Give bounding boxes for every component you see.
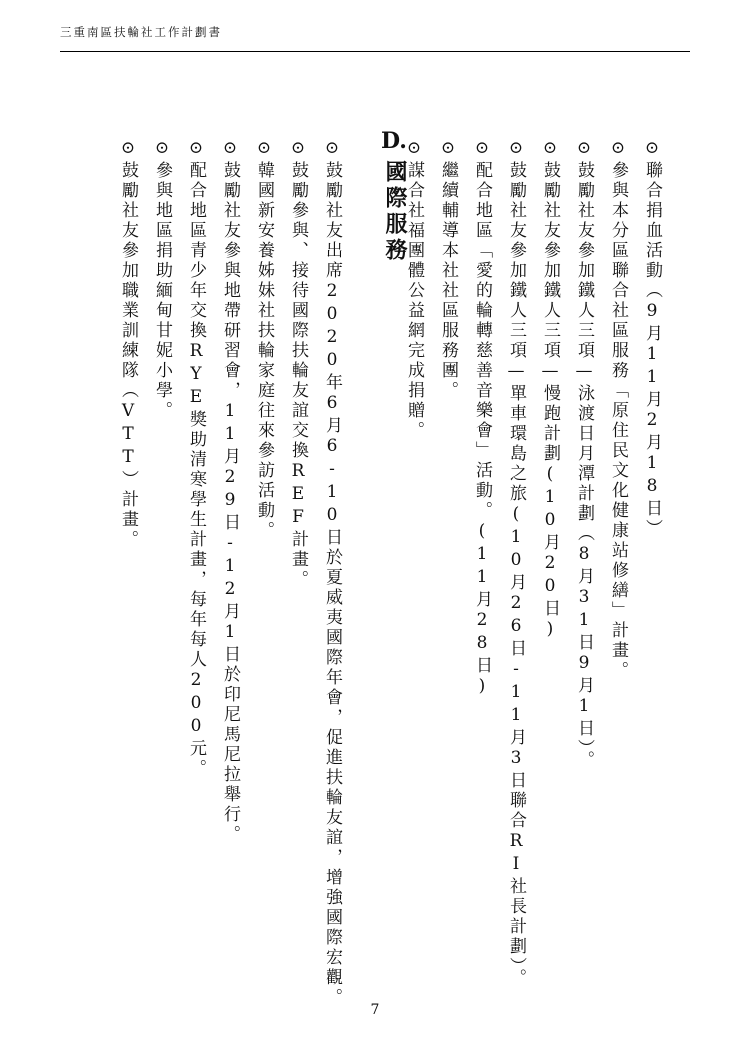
page-number: 7 bbox=[370, 1002, 380, 1018]
list-item: ⊙鼓勵社友參加職業訓練隊（VTT）計畫。 bbox=[118, 138, 138, 550]
list-item: ⊙鼓勵社友參加鐵人三項—慢跑計劃(10月20日) bbox=[540, 138, 560, 642]
list-item: ⊙鼓勵社友參加鐵人三項—單車環島之旅(10月26日-11月3日聯合RI社長計劃）。 bbox=[506, 138, 526, 989]
list-item: ⊙參與地區捐助緬甸甘妮小學。 bbox=[152, 138, 172, 421]
section-title: 國際服務 bbox=[382, 160, 407, 264]
list-item: ⊙繼續輔導本社社區服務團。 bbox=[438, 138, 458, 401]
list-item: ⊙鼓勵社友參加鐵人三項—泳渡日月潭計劃（8月31日9月1日）。 bbox=[574, 138, 594, 771]
header-divider bbox=[60, 51, 690, 52]
list-item: ⊙參與本分區聯合社區服務「原住民文化健康站修繕」計畫。 bbox=[608, 138, 628, 681]
document-header: 三重南區扶輪社工作計劃書 bbox=[60, 25, 222, 39]
list-item: ⊙鼓勵社友參與地帶研習會，11月29日-12月1日於印尼馬尼拉舉行。 bbox=[220, 138, 240, 845]
section-prefix: D. bbox=[381, 128, 407, 154]
list-item: ⊙韓國新安養姊妹社扶輪家庭往來參訪活動。 bbox=[254, 138, 274, 541]
list-item: ⊙鼓勵社友出席2020年6月6-10日於夏威夷國際年會，促進扶輪友誼，增強國際宏觀。 bbox=[322, 138, 342, 1008]
section-heading bbox=[372, 128, 416, 264]
list-item: ⊙謀合社福團體公益網完成捐贈。 bbox=[404, 138, 424, 441]
list-item: ⊙鼓勵參與、接待國際扶輪友誼交換REF計畫。 bbox=[288, 138, 308, 590]
list-item: ⊙配合地區青少年交換RYE獎助清寒學生計畫，每年每人200元。 bbox=[186, 138, 206, 779]
list-item: ⊙配合地區「愛的輪轉慈善音樂會」活動。(11月28日) bbox=[472, 138, 492, 699]
list-item: ⊙聯合捐血活動（9月11月2月18日） bbox=[642, 138, 662, 539]
